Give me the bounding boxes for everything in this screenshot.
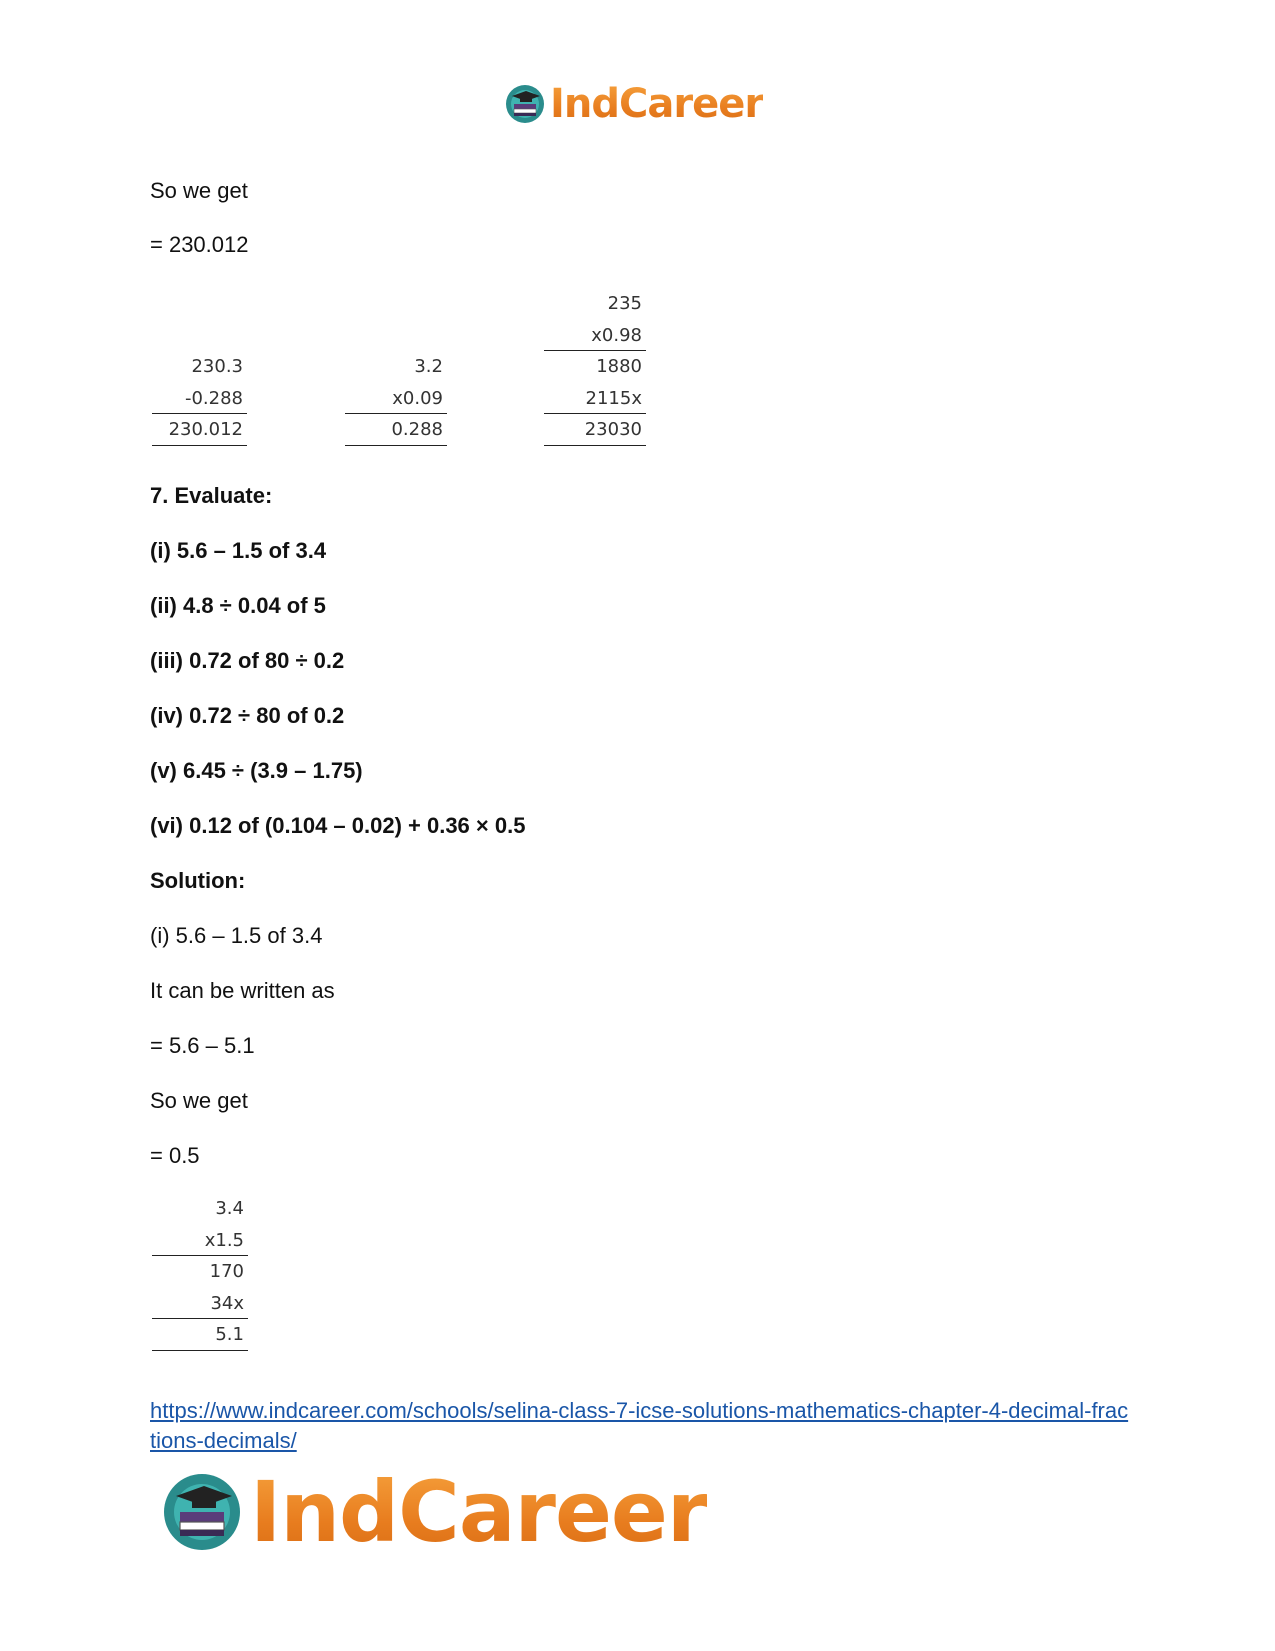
calc-row: 5.1 [152,1319,248,1351]
header-logo [504,82,763,126]
calc-row: x0.09 [345,383,447,415]
result-text: = 230.012 [150,232,249,257]
question-item: (vi) 0.12 of (0.104 – 0.02) + 0.36 × 0.5 [150,813,526,838]
question-item: (ii) 4.8 ÷ 0.04 of 5 [150,593,326,618]
calc-row: 235 [607,293,642,314]
calc-row: 23030 [544,414,646,446]
question-item: (iv) 0.72 ÷ 80 of 0.2 [150,703,345,728]
question-title: 7. Evaluate: [150,483,273,508]
question-item: (iii) 0.72 of 80 ÷ 0.2 [150,648,345,673]
solution-step: = 5.6 – 5.1 [150,1033,255,1058]
source-link[interactable]: https://www.indcareer.com/schools/selina-class-7-icse-solutions-mathematics-chapter-4-decimal-fractions-decimals/ [150,1398,1129,1453]
calc-row: x1.5 [152,1225,248,1257]
question-item: (v) 6.45 ÷ (3.9 – 1.75) [150,758,363,783]
solution-label: Solution: [150,868,246,893]
footer-logo-text: IndCareer [250,1463,708,1561]
solution-result: = 0.5 [150,1143,200,1168]
calc-row: 0.288 [345,414,447,446]
calc-row: 170 [209,1261,244,1282]
so-we-get-text: So we get [150,178,248,203]
footer-logo [160,1463,708,1561]
calc-row: 34x [152,1288,248,1320]
multiplication-working-b [345,351,447,446]
graduation-book-icon [504,83,546,125]
subtraction-working [152,351,247,446]
question-item: (i) 5.6 – 1.5 of 3.4 [150,538,327,563]
solution-text: It can be written as [150,978,335,1003]
graduation-book-icon [160,1470,244,1554]
multiplication-working-c [544,288,646,446]
calc-row: 1880 [596,356,642,377]
calc-row: x0.98 [544,320,646,352]
multiplication-working-d [152,1193,248,1351]
calc-row: -0.288 [152,383,247,415]
calc-row: 2115x [544,383,646,415]
calc-row: 3.4 [215,1198,244,1219]
calc-row: 230.3 [191,356,243,377]
solution-part-title: (i) 5.6 – 1.5 of 3.4 [150,923,323,948]
header-logo-text: IndCareer [550,81,764,127]
calc-row: 230.012 [152,414,247,446]
so-we-get-text: So we get [150,1088,248,1113]
calc-row: 3.2 [414,356,443,377]
